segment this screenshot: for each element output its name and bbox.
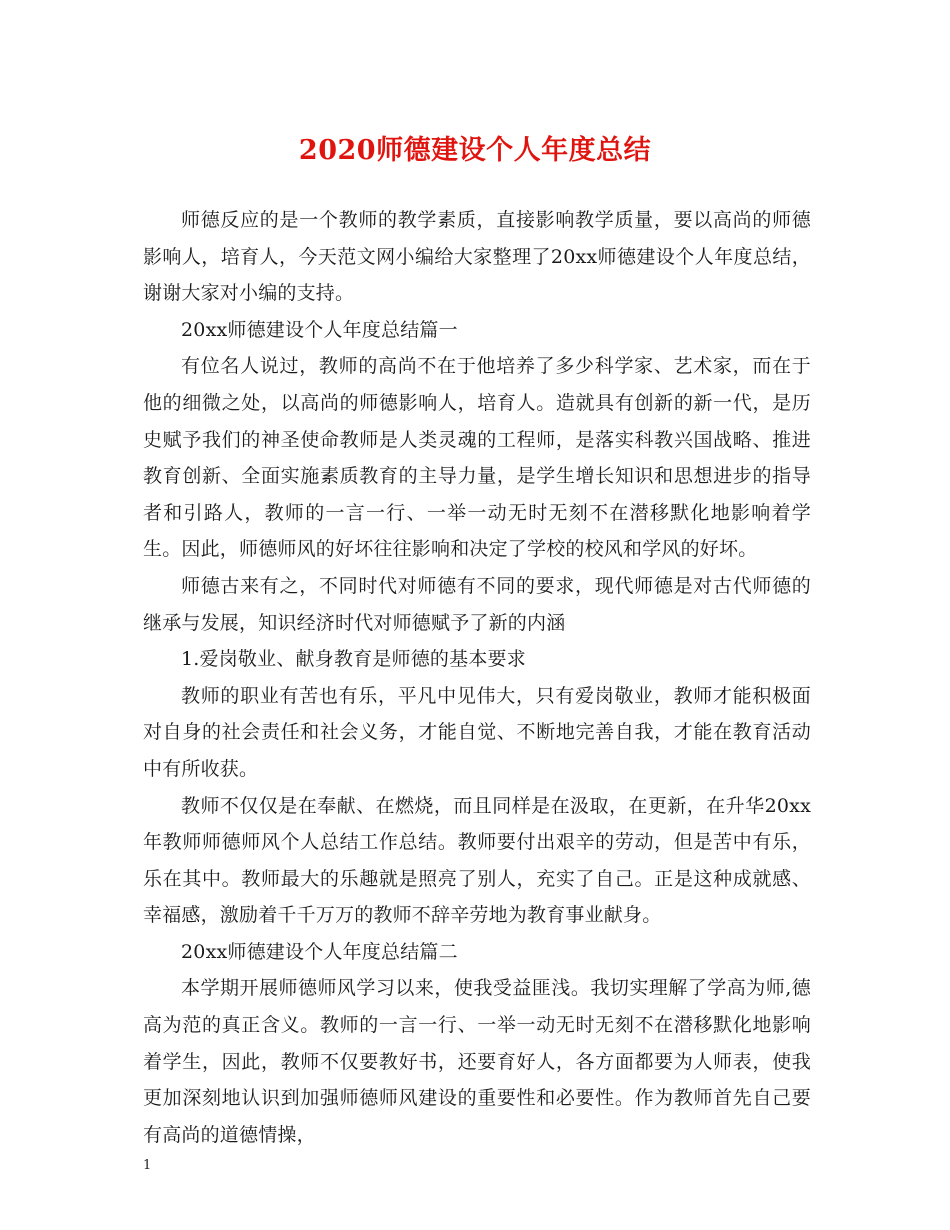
paragraph: 教师不仅仅是在奉献、在燃烧，而且同样是在汲取，在更新，在升华20xx年教师师德师风个人总结工作总结。教师要付出艰辛的劳动，但是苦中有乐，乐在其中。教师最大的乐趣就是照亮了别人，充实了自己。正是这种成就感、幸福感，激励着千千万万的教师不辞辛劳地为教育事业献身。 (143, 794, 811, 927)
paragraph-intro: 师德反应的是一个教师的教学素质，直接影响教学质量，要以高尚的师德影响人，培育人，今天范文网小编给大家整理了20xx师德建设个人年度总结，谢谢大家对小编的支持。 (143, 209, 811, 305)
paragraph: 师德古来有之，不同时代对师德有不同的要求，现代师德是对古代师德的继承与发展，知识经济时代对师德赋予了新的内涵 (143, 574, 811, 634)
paragraph: 本学期开展师德师风学习以来，使我受益匪浅。我切实理解了学高为师,德高为范的真正含义。教师的一言一行、一举一动无时无刻不在潜移默化地影响着学生，因此，教师不仅要教好书，还要育好人，各方面都要为人师表，使我更加深刻地认识到加强师德师风建设的重要性和必要性。作为教师首先自己要有高尚的道德情操， (143, 977, 811, 1146)
section-heading-part-one: 20xx师德建设个人年度总结篇一 (181, 318, 458, 341)
page-number: 1 (143, 1158, 152, 1173)
paragraph: 教师的职业有苦也有乐，平凡中见伟大，只有爱岗敬业，教师才能积极面对自身的社会责任和社会义务，才能自觉、不断地完善自我，才能在教育活动中有所收获。 (143, 684, 811, 780)
list-item-heading: 1.爱岗敬业、献身教育是师德的基本要求 (181, 648, 526, 671)
paragraph: 有位名人说过，教师的高尚不在于他培养了多少科学家、艺术家，而在于他的细微之处，以高尚的师德影响人，培育人。造就具有创新的新一代，是历史赋予我们的神圣使命教师是人类灵魂的工程师，是落实科教兴国战略、推进教育创新、全面实施素质教育的主导力量，是学生增长知识和思想进步的指导者和引路人，教师的一言一行、一举一动无时无刻不在潜移默化地影响着学生。因此，师德师风的好坏往往影响和决定了学校的校风和学风的好坏。 (143, 355, 811, 561)
document-body (143, 202, 811, 1153)
document-title: 2020师德建设个人年度总结 (298, 135, 652, 166)
section-heading-part-two: 20xx师德建设个人年度总结篇二 (181, 940, 458, 963)
